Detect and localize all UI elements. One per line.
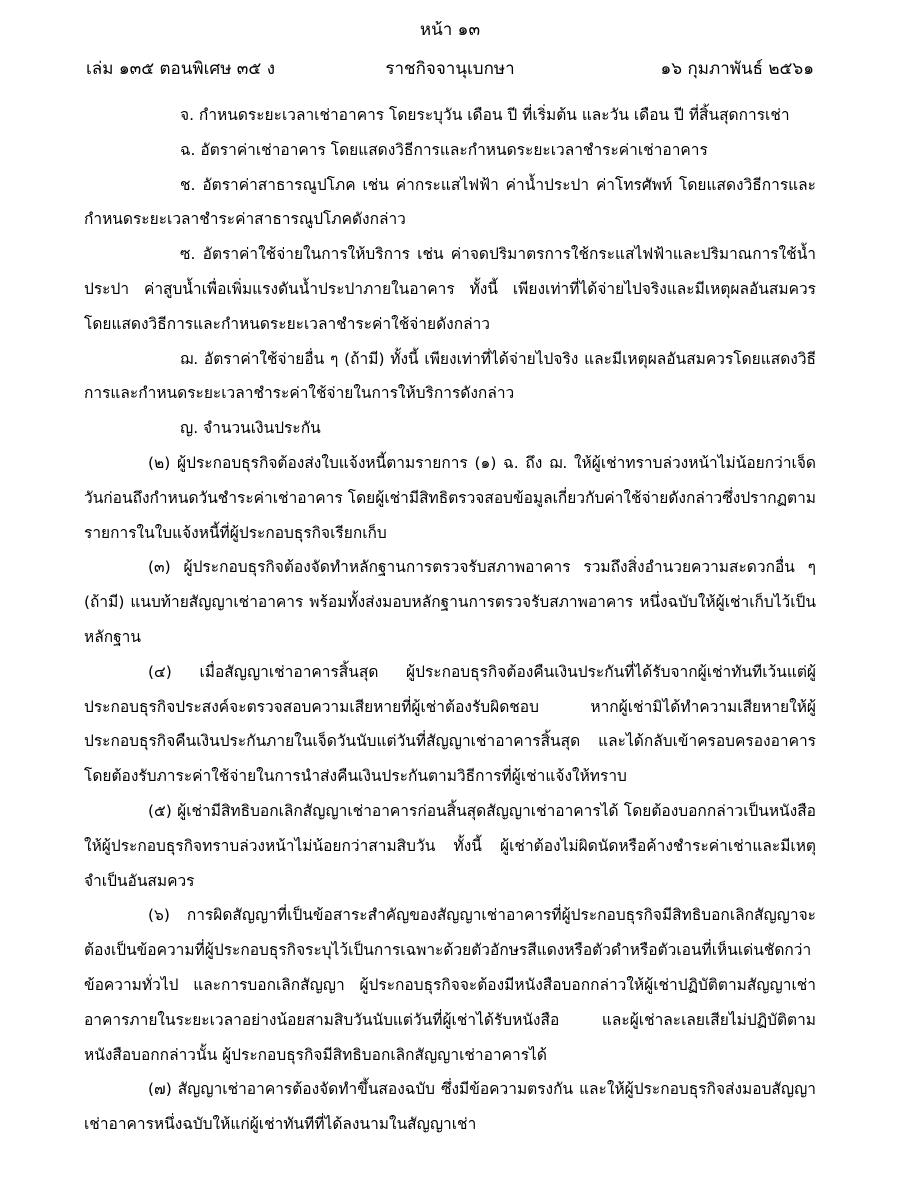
paragraph-clause-3: (๓) ผู้ประกอบธุรกิจต้องจัดทำหลักฐานการตรวจรับสภาพอาคาร รวมถึงสิ่งอำนวยความสะดวกอื่น ๆ (ถ้ามี) แนบท้ายสัญญาเช่าอาคาร พร้อมทั้งส่งมอบหลักฐานการตรวจรับสภาพอาคาร หนึ่งฉบับให้ผู้เช่าเก็บไว้เป็นหลักฐาน <box>84 558 816 646</box>
publication-date: ๑๖ กุมภาพันธ์ ๒๕๖๑ <box>660 59 814 79</box>
paragraph-item-so: ซ. อัตราค่าใช้จ่ายในการให้บริการ เช่น ค่าจดปริมาตรการใช้กระแสไฟฟ้าและปริมาณการใช้น้ำประปา ค่าสูบน้ำเพื่อเพิ่มแรงดันน้ำประปาภายในอาคาร ทั้งนี้ เพียงเท่าที่ได้จ่ายไปจริงและมีเหตุผลอันสมควร โดยแสดงวิธีการและกำหนดระยะเวลาชำระค่าใช้จ่ายดังกล่าว <box>84 245 816 333</box>
paragraph-item-chor: ช. อัตราค่าสาธารณูปโภค เช่น ค่ากระแสไฟฟ้า ค่าน้ำประปา ค่าโทรศัพท์ โดยแสดงวิธีการและกำหนดระยะเวลาชำระค่าสาธารณูปโภคดังกล่าว <box>84 175 816 229</box>
paragraph-item-yo: ญ. จำนวนเงินประกัน <box>180 419 321 438</box>
volume-issue: เล่ม ๑๓๕ ตอนพิเศษ ๓๕ ง <box>86 59 276 79</box>
document-body <box>84 98 816 1142</box>
paragraph-item-chacha: ฌ. อัตราค่าใช้จ่ายอื่น ๆ (ถ้ามี) ทั้งนี้ เพียงเท่าที่ได้จ่ายไปจริง และมีเหตุผลอันสมควรโดยแสดงวิธีการและกำหนดระยะเวลาชำระค่าใช้จ่ายในการให้บริการดังกล่าว <box>84 349 816 403</box>
paragraph-clause-2: (๒) ผู้ประกอบธุรกิจต้องส่งใบแจ้งหนี้ตามรายการ (๑) ฉ. ถึง ฌ. ให้ผู้เช่าทราบล่วงหน้าไม่น้อยกว่าเจ็ดวันก่อนถึงกำหนดวันชำระค่าเช่าอาคาร โดยผู้เช่ามีสิทธิตรวจสอบข้อมูลเกี่ยวกับค่าใช้จ่ายดังกล่าวซึ่งปรากฏตามรายการในใบแจ้งหนี้ที่ผู้ประกอบธุรกิจเรียกเก็บ <box>84 453 816 542</box>
paragraph-clause-5: (๕) ผู้เช่ามีสิทธิบอกเลิกสัญญาเช่าอาคารก่อนสิ้นสุดสัญญาเช่าอาคารได้ โดยต้องบอกกล่าวเป็นหนังสือให้ผู้ประกอบธุรกิจทราบล่วงหน้าไม่น้อยกว่าสามสิบวัน ทั้งนี้ ผู้เช่าต้องไม่ผิดนัดหรือค้างชำระค่าเช่าและมีเหตุจำเป็นอันสมควร <box>84 801 816 890</box>
paragraph-item-cho: ฉ. อัตราค่าเช่าอาคาร โดยแสดงวิธีการและกำหนดระยะเวลาชำระค่าเช่าอาคาร <box>180 140 708 159</box>
paragraph-item-jo: จ. กำหนดระยะเวลาเช่าอาคาร โดยระบุวัน เดือน ปี ที่เริ่มต้น และวัน เดือน ปี ที่สิ้นสุดการเช่า <box>180 106 790 124</box>
paragraph-clause-7: (๗) สัญญาเช่าอาคารต้องจัดทำขึ้นสองฉบับ ซึ่งมีข้อความตรงกัน และให้ผู้ประกอบธุรกิจส่งมอบสัญญาเช่าอาคารหนึ่งฉบับให้แก่ผู้เช่าทันทีที่ได้ลงนามในสัญญาเช่า <box>84 1080 816 1134</box>
publication-name: ราชกิจจานุเบกษา <box>385 59 515 79</box>
gazette-header <box>86 58 814 80</box>
paragraph-clause-4: (๔) เมื่อสัญญาเช่าอาคารสิ้นสุด ผู้ประกอบธุรกิจต้องคืนเงินประกันที่ได้รับจากผู้เช่าทันทีเว้นแต่ผู้ประกอบธุรกิจประสงค์จะตรวจสอบความเสียหายที่ผู้เช่าต้องรับผิดชอบ หากผู้เช่ามิได้ทำความเสียหายให้ผู้ประกอบธุรกิจคืนเงินประกันภายในเจ็ดวันนับแต่วันที่สัญญาเช่าอาคารสิ้นสุด และได้กลับเข้าครอบครองอาคาร โดยต้องรับภาระค่าใช้จ่ายในการนำส่งคืนเงินประกันตามวิธีการที่ผู้เช่าแจ้งให้ทราบ <box>84 662 816 786</box>
paragraph-clause-6: (๖) การผิดสัญญาที่เป็นข้อสาระสำคัญของสัญญาเช่าอาคารที่ผู้ประกอบธุรกิจมีสิทธิบอกเลิกสัญญาจะต้องเป็นข้อความที่ผู้ประกอบธุรกิจระบุไว้เป็นการเฉพาะด้วยตัวอักษรสีแดงหรือตัวดำหรือตัวเอนที่เห็นเด่นชัดกว่าข้อความทั่วไป และการบอกเลิกสัญญา ผู้ประกอบธุรกิจจะต้องมีหนังสือบอกกล่าวให้ผู้เช่าปฏิบัติตามสัญญาเช่าอาคารภายในระยะเวลาอย่างน้อยสามสิบวันนับแต่วันที่ผู้เช่าได้รับหนังสือ และผู้เช่าละเลยเสียไม่ปฏิบัติตามหนังสือบอกกล่าวนั้น ผู้ประกอบธุรกิจมีสิทธิบอกเลิกสัญญาเช่าอาคารได้ <box>84 906 816 1064</box>
page-number: หน้า ๑๓ <box>419 20 481 40</box>
